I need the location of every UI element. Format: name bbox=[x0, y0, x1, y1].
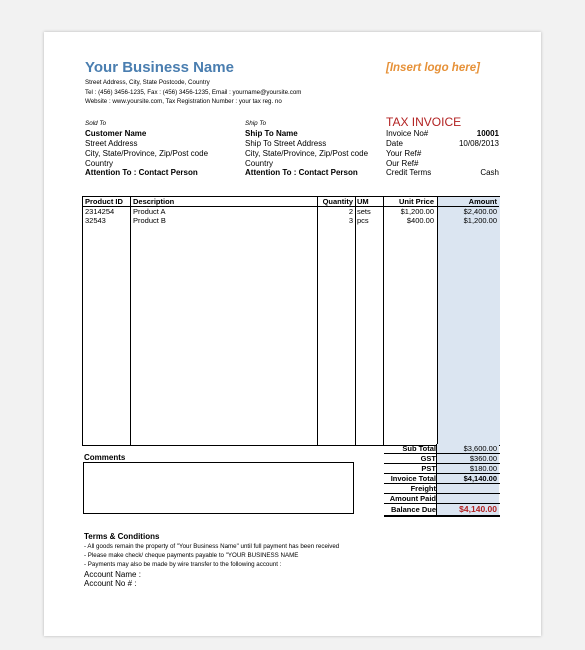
account-name-label: Account Name : bbox=[84, 570, 141, 579]
total-row-pst: PST $180.00 bbox=[384, 464, 500, 474]
row-amount: $2,400.00 bbox=[463, 207, 497, 216]
row-quantity: 2 bbox=[348, 207, 353, 216]
row-unit-price: $400.00 bbox=[406, 216, 434, 225]
line-items-table bbox=[82, 196, 500, 446]
ship-to-street: Ship To Street Address bbox=[245, 139, 327, 148]
business-website: Website : www.yoursite.com, Tax Registration Number : your tax reg. no bbox=[85, 98, 282, 105]
row-product-id: 2314254 bbox=[85, 207, 115, 216]
total-row-gst: GST $360.00 bbox=[384, 454, 500, 464]
total-row-amount-paid: Amount Paid bbox=[384, 494, 500, 504]
header-description: Description bbox=[133, 197, 175, 206]
row-unit-price: $1,200.00 bbox=[400, 207, 434, 216]
terms-line: - All goods remain the property of "Your Business Name" until full payment has been received bbox=[84, 543, 340, 550]
sold-to-label: Sold To bbox=[85, 120, 107, 127]
total-row-balance-due: Balance Due $4,140.00 bbox=[384, 504, 500, 517]
terms-line: - Payments may also be made by wire transfer to the following account : bbox=[84, 561, 282, 568]
total-row-subtotal: Sub Total $3,600.00 bbox=[384, 444, 500, 454]
comments-label: Comments bbox=[84, 453, 126, 462]
ship-to-attention: Attention To : Contact Person bbox=[245, 168, 358, 177]
row-description: Product B bbox=[133, 216, 166, 225]
totals-block bbox=[384, 444, 500, 517]
row-description: Product A bbox=[133, 207, 166, 216]
invoice-page: Your Business Name Street Address, City, State Postcode, Country Tel : (456) 3456-1235, Fax : (456) 3456-1235, Email : yourname@yoursite.com Website : www.yoursite.com, Tax Registration Number : your tax reg. no [Insert logo here] Sold To Customer Name Street Address City, State/Province, Zip/Post code Country Attention To : Contact Person Ship To Ship To Name Ship To Street Address City, State/Province, Zip/Post code Country Attention To : Contact Person TAX INVOICE Invoice No# 10001 Date 10/08/2013 Your Ref# Our Ref# Credit Terms Cash Product ID Description Quantity UM Unit Price Amount 2314254 Product A 2 sets $1,200.00 $2,400.00 32543 Product B 3 pcs $400.00 $1,200.00 Sub Total $3,600.00 GST $360.00 PST $180.00 Invoice Total $4,140.00 Freight Amount Paid Balance Due $4,140.00 Comments Terms & Conditions - All goods remain the property of "Your Business Name" until full payment has been received - Please make check/ cheque payments payable to "YOUR BUSINESS NAME - Payments may also be made by wire transfer to the following account : Account Name : Account No # : bbox=[44, 32, 541, 636]
sold-to-country: Country bbox=[85, 159, 114, 168]
row-um: sets bbox=[357, 207, 371, 216]
column-divider bbox=[355, 197, 356, 445]
ship-to-label: Ship To bbox=[245, 120, 267, 127]
terms-title: Terms & Conditions bbox=[84, 532, 160, 541]
header-um: UM bbox=[357, 197, 369, 206]
total-row-invoice-total: Invoice Total $4,140.00 bbox=[384, 474, 500, 484]
ship-to-country: Country bbox=[245, 159, 274, 168]
header-unit-price: Unit Price bbox=[398, 197, 434, 206]
ship-to-name: Ship To Name bbox=[245, 129, 298, 138]
row-quantity: 3 bbox=[348, 216, 353, 225]
terms-line: - Please make check/ cheque payments payable to "YOUR BUSINESS NAME bbox=[84, 552, 299, 559]
column-divider bbox=[317, 197, 318, 445]
business-contact: Tel : (456) 3456-1235, Fax : (456) 3456-1235, Email : yourname@yoursite.com bbox=[85, 89, 302, 96]
row-product-id: 32543 bbox=[85, 216, 106, 225]
sold-to-attention: Attention To : Contact Person bbox=[85, 168, 198, 177]
row-amount: $1,200.00 bbox=[463, 216, 497, 225]
amount-column-shade bbox=[437, 197, 500, 445]
sold-to-name: Customer Name bbox=[85, 129, 147, 138]
header-amount: Amount bbox=[468, 197, 497, 206]
header-product-id: Product ID bbox=[85, 197, 123, 206]
column-divider bbox=[437, 197, 438, 445]
sold-to-city: City, State/Province, Zip/Post code bbox=[85, 149, 209, 158]
comments-box bbox=[83, 462, 354, 514]
total-row-freight: Freight bbox=[384, 484, 500, 494]
business-name: Your Business Name bbox=[85, 59, 234, 76]
column-divider bbox=[383, 197, 384, 445]
column-divider bbox=[130, 197, 131, 445]
ship-to-city: City, State/Province, Zip/Post code bbox=[245, 149, 369, 158]
row-um: pcs bbox=[357, 216, 369, 225]
header-quantity: Quantity bbox=[322, 197, 353, 206]
business-address: Street Address, City, State Postcode, Country bbox=[85, 79, 210, 86]
account-number-label: Account No # : bbox=[84, 579, 137, 588]
sold-to-street: Street Address bbox=[85, 139, 138, 148]
logo-placeholder: [Insert logo here] bbox=[386, 62, 480, 74]
invoice-title: TAX INVOICE bbox=[386, 115, 462, 129]
